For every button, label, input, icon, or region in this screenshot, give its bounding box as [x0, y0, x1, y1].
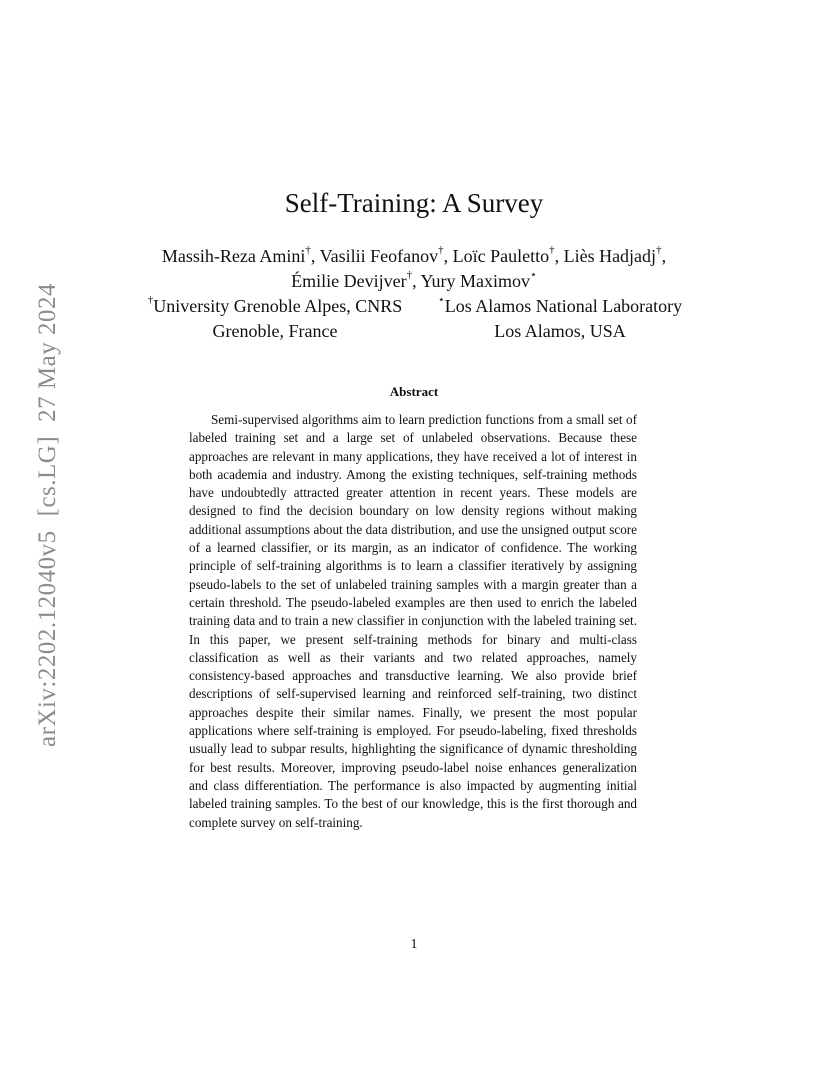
affiliation-mark: † — [147, 294, 154, 306]
affiliation-mark: † — [656, 244, 662, 256]
affiliation-mark: † — [406, 269, 413, 281]
author-separator: , — [412, 271, 421, 291]
arxiv-id: arXiv:2202.12040v5 — [34, 530, 61, 748]
author-line-1 — [0, 244, 828, 269]
affiliation-mark: † — [438, 244, 444, 256]
author-name: Émilie Devijver — [291, 271, 407, 291]
page-number: 1 — [410, 937, 418, 952]
affiliation-los-alamos — [420, 294, 700, 319]
author-separator: , — [661, 246, 667, 266]
author-name: Yury Maximov — [420, 271, 530, 291]
author-line-2 — [0, 269, 828, 294]
author-name: Loïc Pauletto — [452, 246, 550, 266]
affiliation-mark: ⋆ — [437, 294, 445, 306]
author-separator: , — [443, 246, 453, 266]
author-separator: , — [310, 246, 320, 266]
paper-title: Self-Training: A Survey — [284, 188, 544, 218]
affiliations — [130, 294, 700, 344]
affiliation-location: Grenoble, France — [212, 321, 338, 341]
abstract-heading: Abstract — [389, 384, 439, 399]
affiliation-locations-row — [130, 319, 700, 344]
affiliation-mark: † — [305, 244, 311, 256]
affiliation-grenoble — [130, 294, 420, 319]
arxiv-category: [cs.LG] — [34, 435, 61, 517]
author-list — [0, 244, 828, 294]
affiliation-names-row — [130, 294, 700, 319]
author-name: Liès Hadjadj — [563, 246, 657, 266]
arxiv-date: 27 May 2024 — [34, 282, 61, 422]
author-separator: , — [554, 246, 564, 266]
arxiv-identifier — [34, 283, 62, 747]
affiliation-name: Los Alamos National Laboratory — [444, 296, 683, 316]
affiliation-location: Los Alamos, USA — [494, 321, 626, 341]
abstract-text: Semi-supervised algorithms aim to learn prediction functions from a small set of labeled training set and a large set of unlabeled observations. Because these approaches are relevant in many applications, they have received a lot of interest in both academia and industry. Among the existing techniques, self-training methods have undoubtedly attracted greater attention in recent years. These models are designed to find the decision boundary on low density regions without making additional assumptions about the data distribution, and use the unsigned output score of a learned classifier, or its margin, as an indicator of confidence. The working principle of self-training algorithms is to learn a classifier iteratively by assigning pseudo-labels to the set of unlabeled training samples with a margin greater than a certain threshold. The pseudo-labeled examples are then used to enrich the labeled training data and to train a new classifier in conjunction with the labeled training set. In this paper, we present self-training methods for binary and multi-class classification as well as their variants and two related approaches, namely consistency-based approaches and transductive learning. We also provide brief descriptions of self-supervised learning and reinforced self-training, two distinct approaches despite their similar names. Finally, we present the most popular applications where self-training is employed. For pseudo-labeling, fixed thresholds usually lead to subpar results, highlighting the significance of dynamic thresholding for best results. Moreover, improving pseudo-label noise enhances generalization and class differentiation. The performance is also impacted by augmenting initial labeled training samples. To the best of our knowledge, this is the first thorough and complete survey on self-training. — [189, 412, 637, 830]
affiliation-mark: ⋆ — [529, 269, 537, 281]
affiliation-name: University Grenoble Alpes, CNRS — [153, 296, 403, 316]
author-name: Massih-Reza Amini — [161, 246, 306, 266]
author-name: Vasilii Feofanov — [319, 246, 439, 266]
affiliation-mark: † — [549, 244, 555, 256]
